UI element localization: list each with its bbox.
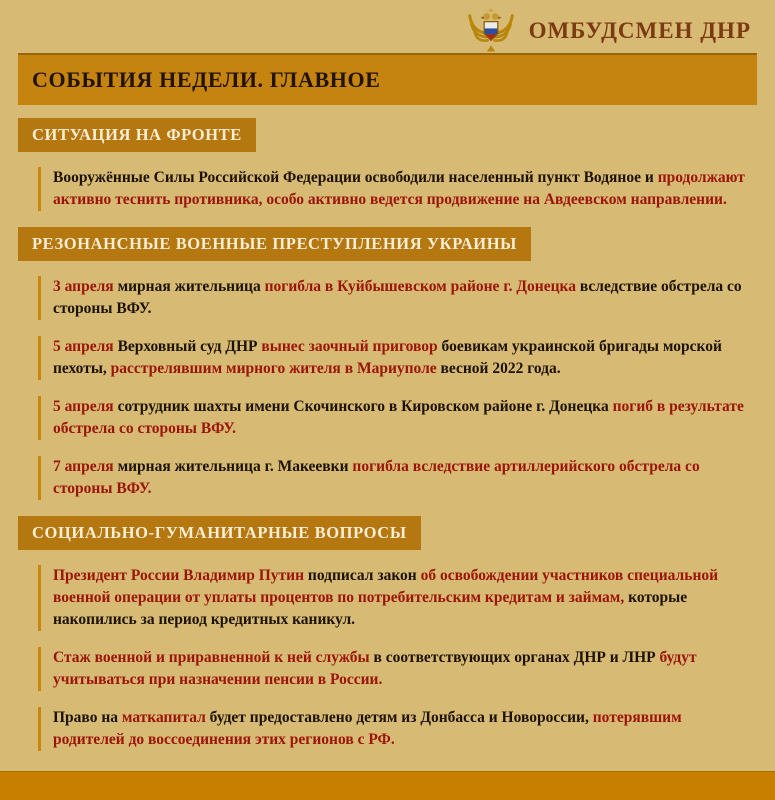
text-segment-red: продолжают активно теснить противника, особо активно ведется продвижение на Авдеевском направлении. xyxy=(53,169,745,208)
text-segment-black: Право на xyxy=(53,709,122,726)
news-paragraph xyxy=(38,396,757,440)
text-segment-red: погибла в Куйбышевском районе г. Донецка xyxy=(264,278,580,295)
section xyxy=(18,227,757,500)
section-header: СИТУАЦИЯ НА ФРОНТЕ xyxy=(18,118,256,152)
text-segment-red: Президент России Владимир Путин xyxy=(53,567,308,584)
text-segment-black: подписал закон xyxy=(307,567,421,584)
text-segment-red: об освобождении участников специальной военной операции от уплаты процентов по потребительским кредитам и займам, xyxy=(53,567,719,606)
text-segment-black: Верховный суд ДНР xyxy=(117,338,262,355)
text-segment-black: сотрудник шахты имени Скочинского в Кировском районе г. Донецка xyxy=(117,398,613,415)
title-bar xyxy=(18,53,757,105)
sections xyxy=(18,118,757,767)
section xyxy=(18,118,757,211)
news-paragraph xyxy=(38,276,757,320)
section-header: РЕЗОНАНСНЫЕ ВОЕННЫЕ ПРЕСТУПЛЕНИЯ УКРАИНЫ xyxy=(18,227,531,261)
text-segment-black: вследствие обстрела со стороны ВФУ. xyxy=(53,278,742,317)
text-segment-red: погибла вследствие артиллерийского обстрела со стороны ВФУ. xyxy=(53,458,700,497)
text-segment-red: расстрелявшим мирного жителя в Мариуполе xyxy=(110,360,441,377)
news-paragraph xyxy=(38,565,757,631)
text-segment-red: 7 апреля xyxy=(53,458,118,475)
news-paragraph xyxy=(38,647,757,691)
text-segment-red: вынес заочный приговор xyxy=(261,338,442,355)
news-paragraph xyxy=(38,707,757,751)
text-segment-black: в соответствующих органах ДНР и ЛНР xyxy=(373,649,660,666)
text-segment-red: потерявшим родителей до воссоединения этих регионов с РФ. xyxy=(53,709,682,748)
text-segment-black: мирная жительница xyxy=(117,278,265,295)
text-segment-red: маткапитал xyxy=(121,709,210,726)
text-segment-black: мирная жительница г. Макеевки xyxy=(117,458,353,475)
text-segment-red: будут учитываться при назначении пенсии в России. xyxy=(53,649,697,688)
footer-band xyxy=(0,771,775,800)
text-segment-black: будет предоставлено детям из Донбасса и Новороссии, xyxy=(209,709,593,726)
news-paragraph xyxy=(38,167,757,211)
section-header: СОЦИАЛЬНО-ГУМАНИТАРНЫЕ ВОПРОСЫ xyxy=(18,516,421,550)
text-segment-black: боевикам украинской бригады морской пехоты, xyxy=(53,338,722,377)
text-segment-black: весной 2022 года. xyxy=(440,360,561,377)
text-segment-red: 5 апреля xyxy=(53,338,118,355)
text-segment-black: которые накопились за период кредитных каникул. xyxy=(53,589,688,628)
brand-name: ОМБУДСМЕН ДНР xyxy=(528,18,751,43)
text-segment-black: Вооружённые Силы Российской Федерации освободили населенный пункт Водяное и xyxy=(53,169,658,186)
brand xyxy=(465,8,751,54)
text-segment-red: 5 апреля xyxy=(53,398,118,415)
news-paragraph xyxy=(38,336,757,380)
text-segment-red: погиб в результате обстрела со стороны ВФУ. xyxy=(53,398,744,437)
news-paragraph xyxy=(38,456,757,500)
text-segment-red: Стаж военной и приравненной к ней службы xyxy=(53,649,374,666)
section xyxy=(18,516,757,751)
text-segment-red: 3 апреля xyxy=(53,278,118,295)
page-title: СОБЫТИЯ НЕДЕЛИ. ГЛАВНОЕ xyxy=(32,67,381,92)
double-headed-eagle-icon xyxy=(465,8,517,54)
